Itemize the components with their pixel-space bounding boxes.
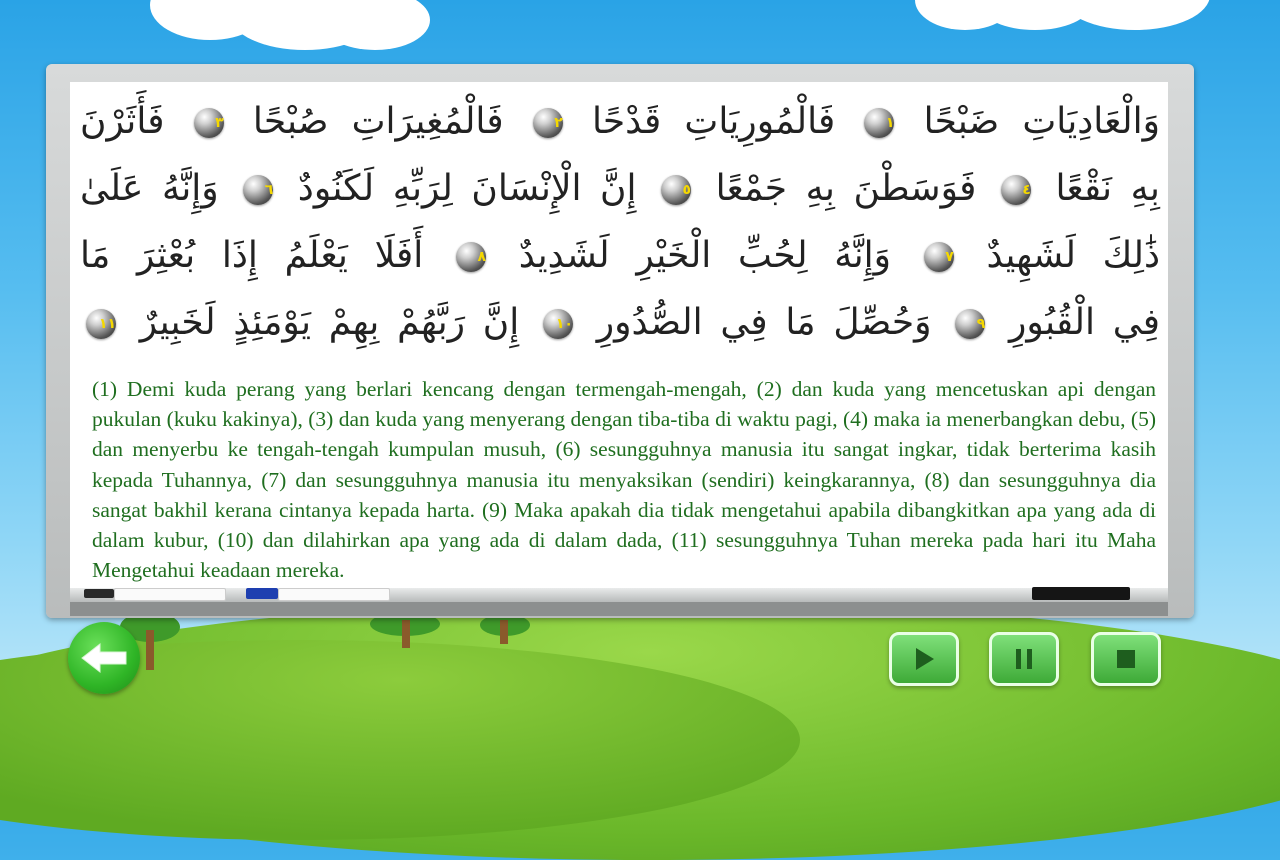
tree-trunk (146, 630, 154, 670)
verse-text: فَأَثَرْنَ (80, 101, 165, 142)
verse-text: فِي الْقُبُورِ (1009, 302, 1160, 343)
verse-text: ذَٰلِكَ لَشَهِيدٌ (986, 235, 1160, 276)
play-icon (909, 644, 939, 674)
marker-tray-base (70, 602, 1168, 616)
verse-text: فَوَسَطْنَ بِهِ جَمْعًا (715, 168, 977, 209)
ayah-marker: ٤ (1001, 175, 1031, 205)
verse-text: فَالْمُورِيَاتِ قَدْحًا (591, 101, 836, 142)
arrow-left-icon (68, 622, 140, 694)
ayah-marker: ٦ (243, 175, 273, 205)
verse-text: وَحُصِّلَ مَا فِي الصُّدُورِ (596, 302, 932, 343)
play-button[interactable] (889, 632, 959, 686)
ayah-marker: ٥ (661, 175, 691, 205)
ayah-marker: ١١ (86, 309, 116, 339)
tree-trunk (402, 620, 410, 648)
blue-marker (246, 588, 278, 599)
ayah-marker: ٣ (194, 108, 224, 138)
ayah-marker: ١ (864, 108, 894, 138)
verse-text: وَالْعَادِيَاتِ ضَبْحًا (923, 101, 1160, 142)
cloud (1060, 0, 1210, 30)
pause-icon (1009, 644, 1039, 674)
verse-text: وَإِنَّهُ عَلَىٰ (80, 168, 219, 209)
verse-text: أَفَلَا يَعْلَمُ إِذَا بُعْثِرَ مَا (80, 235, 424, 276)
verse-text: إِنَّ رَبَّهُمْ بِهِمْ يَوْمَئِذٍ لَخَبِيرٌ (139, 302, 520, 343)
translation-text: (1) Demi kuda perang yang berlari kencang dengan termengah-mengah, (2) dan kuda yang mencetuskan api dengan pukulan (kuku kakinya), (3) dan kuda yang menyerang dengan tiba-tiba di waktu pagi, (4) maka ia menerbangkan debu, (5) dan menyerbu ke tengah-tengah kumpulan musuh, (6) sesungguhnya manusia itu sangat ingkar, tidak berterima kasih kepada Tuhannya, (7) dan sesungguhnya manusia itu menyaksikan (sendiri) keingkarannya, (8) dan sesungguhnya dia sangat bakhil kerana cintanya kepada harta. (9) Maka apakah dia tidak mengetahui apabila dibangkitkan apa yang ada di dalam kubur, (10) dan dilahirkan apa yang ada di dalam dada, (11) sesungguhnya Tuhan mereka pada hari itu Maha Mengetahui keadaan mereka. (92, 377, 1156, 583)
marker-tray (70, 588, 1168, 602)
verse-text: بِهِ نَقْعًا (1055, 168, 1160, 209)
ayah-marker: ٨ (456, 242, 486, 272)
ayah-marker: ٩ (955, 309, 985, 339)
ayah-marker: ٢ (533, 108, 563, 138)
verse-line (80, 289, 1160, 356)
black-marker (84, 589, 114, 598)
verse-line (80, 88, 1160, 155)
verse-text: فَالْمُغِيرَاتِ صُبْحًا (252, 101, 504, 142)
board-eraser (1032, 587, 1130, 600)
surah-arabic-text (80, 88, 1160, 358)
verse-line (80, 222, 1160, 289)
pause-button[interactable] (989, 632, 1059, 686)
stop-button[interactable] (1091, 632, 1161, 686)
white-marker (278, 588, 390, 601)
white-marker (114, 588, 226, 601)
back-button[interactable] (68, 622, 140, 694)
verse-line (80, 155, 1160, 222)
stop-icon (1111, 644, 1141, 674)
ayah-marker: ٧ (924, 242, 954, 272)
tree-trunk (500, 620, 508, 644)
verse-text: وَإِنَّهُ لِحُبِّ الْخَيْرِ لَشَدِيدٌ (518, 235, 892, 276)
ayah-marker: ١٠ (543, 309, 573, 339)
verse-text: إِنَّ الْإِنْسَانَ لِرَبِّهِ لَكَنُودٌ (297, 168, 637, 209)
